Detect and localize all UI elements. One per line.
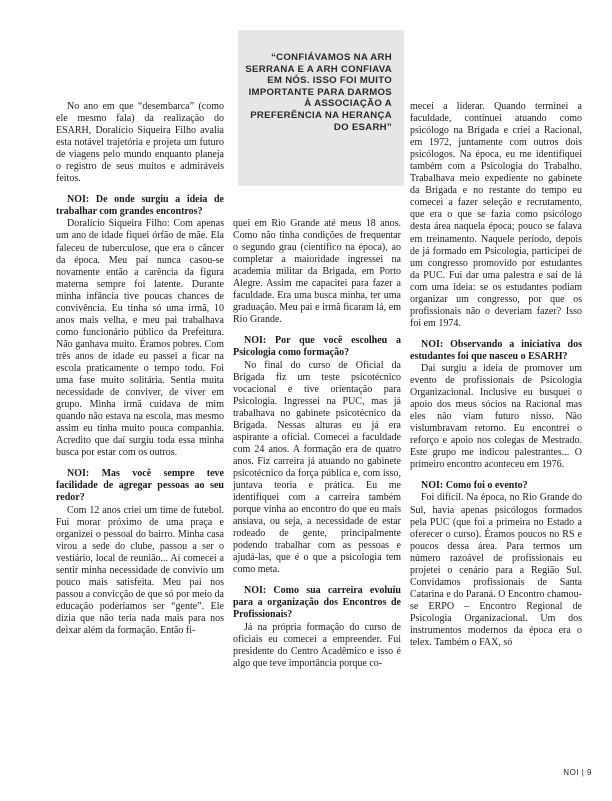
interview-question: NOI: Mas você sempre teve facilidade de agregar pessoas ao seu redor?	[56, 468, 224, 504]
pull-quote: “CONFIÁVAMOS NA ARH SERRANA E A ARH CONFIAVA EM NÓS. ISSO FOI MUITO IMPORTANTE PARA DARMOS À ASSOCIAÇÃO A PREFERÊNCIA NA HERANÇA DO ESARH”	[245, 52, 392, 133]
interview-answer: Já na própria formação do curso de oficiais eu comecei a empreender. Fui presidente do Centro Acadêmico e isso é algo que teve importância porque co-	[233, 621, 401, 669]
page-folio: NOI | 9	[563, 768, 592, 777]
interview-question: NOI: Como foi o evento?	[421, 480, 528, 492]
interview-answer-continued: quei em Rio Grande até meus 18 anos. Como não tinha condições de frequentar o segundo grau (científico na época), ao completar a maioridade ingressei na academia militar da Brigada, em Porto Alegre. Assim me capacitei para fazer a faculdade. Era uma busca minha, ter uma graduação. Meu pai e irmã ficaram lá, em Rio Grande.	[233, 218, 401, 326]
interview-answer: Com 12 anos criei um time de futebol. Fui morar próximo de uma praça e organizei o pessoal do bairro. Minha casa virou a sede do clube, passou a ser o vestiário, local de reunião... Aí comecei a sentir minha necessidade de convívio um pouco mais satisfeita. Meu pai nos passou a convicção de que só por meio da educação poderíamos ser “gente”. Ele dizia que não teria nada mais para nos deixar além da formação. Então fi-	[56, 504, 224, 636]
interview-question: NOI: De onde surgiu a ideia de trabalhar com grandes encontros?	[56, 194, 224, 218]
interview-answer: Foi difícil. Na época, no Rio Grande do Sul, havia apenas psicólogos formados pela PUC (que foi a primeira no Estado a oferecer o curso). Éramos poucos no RS e poucos dessa área. Para termos um número razoável de profissionais eu projetei o cenário para a Região Sul. Convidamos profissionais de Santa Catarina e do Paraná. O Encontro chamou-se ERPO – Encontro Regional de Psicologia Organizacional. Um dos instrumentos modernos da época era o telex. Também o FAX, só	[410, 492, 582, 649]
interview-answer: Daí surgiu a ideia de promover um evento de profissionais de Psicologia Organizacional. Inclusive eu busquei o apoio dos meus sócios na Racional mas eles não viam futuro nisso. Não vislumbravam retorno. Eu encontrei o reforço e apoio nos colegas de Mestrado. Este grupo me indicou palestrantes... O primeiro encontro aconteceu em 1976.	[410, 362, 582, 471]
interview-answer: Doralício Siqueira Filho: Com apenas um ano de idade fiquei órfão de mãe. Ela faleceu de tuberculose, que era o câncer da época. Meu pai nunca casou-se novamente então a carência da figura materna sempre foi latente. Durante minha infância tive poucas chances de convivência. Eu tinha só uma irmã, 10 anos mais velha, e meu pai trabalhava como funcionário público da Prefeitura. Não ganhava muito. Éramos pobres. Com três anos de idade eu passei a ficar na escola praticamente o tempo todo. Foi uma fase muito solitária. Sentia muita necessidade de conviver, de viver em grupo. Minha irmã cuidava de mim quando não estava na escola, mas mesmo assim eu tinha muito pouca companhia. Acredito que daí surgiu toda essa minha busca por estar com os outros.	[56, 218, 224, 459]
text-column-2	[233, 218, 401, 670]
pull-quote-box	[238, 30, 404, 186]
interview-answer: No final do curso de Oficial da Brigada fiz um teste psicotécnico vocacional e tive orientação para Psicologia. Ingressei na PUC, mas já trabalhava no gabinete psicotécnico da Brigada. Nessas alturas eu já era aspirante a oficial. Comecei a faculdade com 24 anos. A formação era de quatro anos. Fiz carreira já atuando no gabinete psicotécnico da força pública e, com isso, juntava teoria e prática. Eu me identifiquei com a carreira também porque vinha ao encontro do que eu mais ansiava, ou seja, a necessidade de estar rodeado de gente, principalmente podendo trabalhar com as pessoas e ajudá-las, que é o que a psicologia tem como meta.	[233, 359, 401, 576]
interview-question: NOI: Observando a iniciativa dos estudantes foi que nasceu o ESARH?	[410, 338, 582, 362]
interview-answer-continued: mecei a liderar. Quando terminei a faculdade, continuei atuando como psicólogo na Brigada e criei a Racional, em 1972, juntamente com outros dois psicólogos. Na época, eu me identifiquei também com a Psicologia do Trabalho. Trabalhava meio expediente no gabinete da Brigada e no restante do tempo eu comecei a fazer seleção e recrutamento, que era o que se fazia como psicólogo desta área naquela época; pouco se falava em treinamento. Naquele período, depois de já formado em Psicologia, participei de um congresso promovido por estudantes da PUC. Fui dar uma palestra e saí de lá com uma ideia: se os estudantes podiam organizar um congresso, por que os profissionais não o deveriam fazer? Isso foi em 1974.	[410, 101, 582, 329]
text-column-1	[56, 101, 224, 637]
intro-paragraph: No ano em que “desembarca” (como ele mesmo fala) da realização do ESARH, Doralício Siqueira Filho avalia esta notável trajetória e projeta um futuro de viagens pelo mundo enquanto planeja o registro de seus muitos e admiráveis feitos.	[56, 101, 224, 185]
interview-question: NOI: Como sua carreira evoluiu para a organização dos Encontros de Profissionais?	[233, 585, 401, 621]
interview-question: NOI: Por que você escolheu a Psicologia como formação?	[233, 335, 401, 359]
text-column-3	[410, 101, 582, 649]
